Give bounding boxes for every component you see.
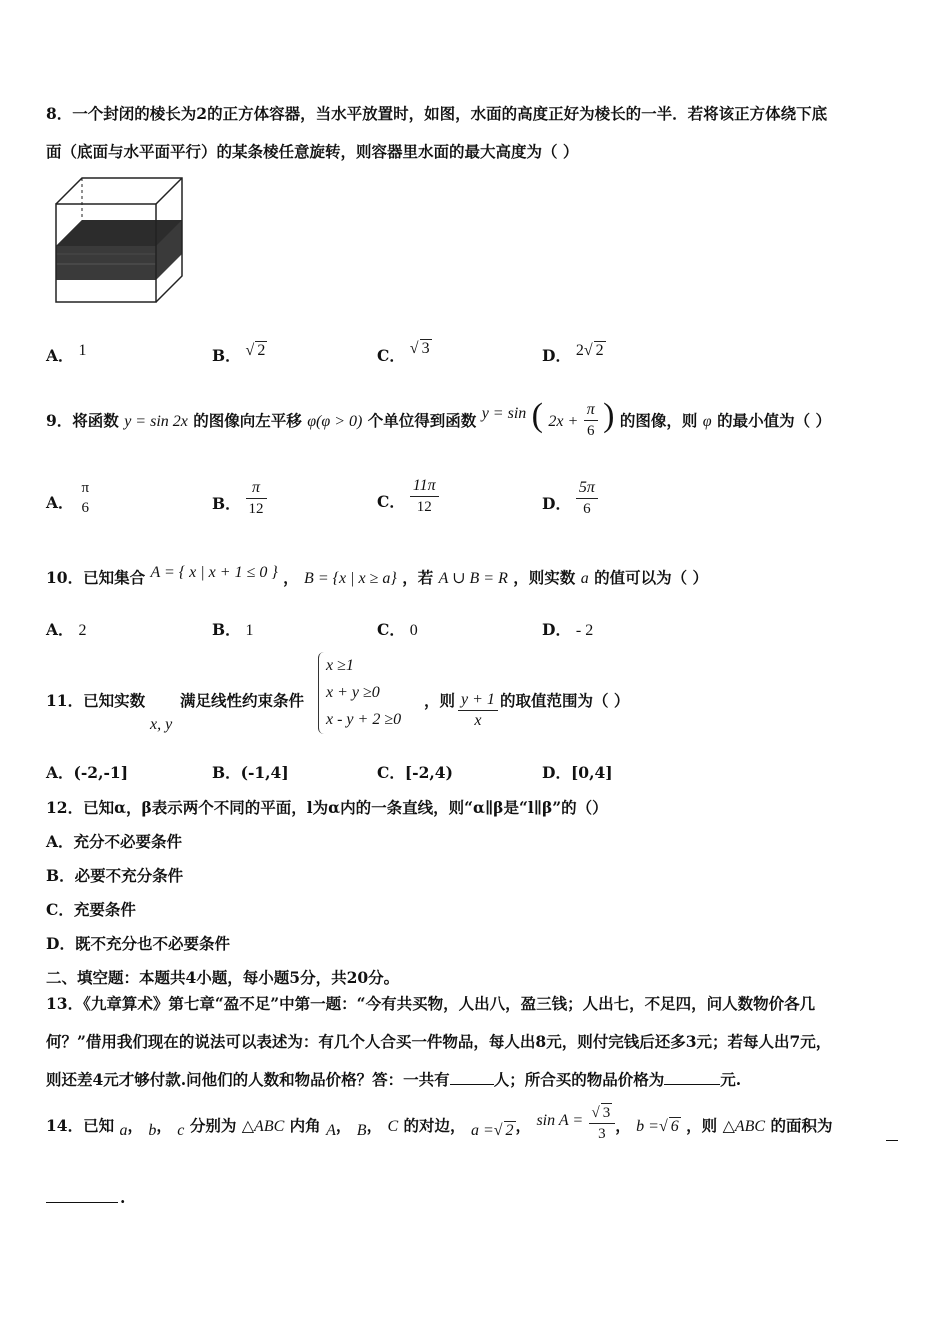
q11-suffix: 的取值范围为（ ）	[500, 691, 630, 710]
q12-option-d[interactable]: D．既不充分也不必要条件	[46, 934, 230, 953]
q13-line3: 则还差4元才够付款.问他们的人数和物品价格？答：一共有 人；所合买的物品价格为 元.	[46, 1070, 742, 1089]
q11-brace	[318, 652, 325, 734]
q13-blank-price[interactable]	[664, 1084, 720, 1085]
q13-blank-people[interactable]	[450, 1084, 494, 1085]
q10-option-b[interactable]: B． 1	[212, 620, 254, 639]
q9-option-c[interactable]: C． $\frac{11\pi}{12}$	[377, 476, 439, 517]
q12-option-b[interactable]: B．必要不充分条件	[46, 866, 184, 885]
q14-stem: 14．已知 a， b， c 分别为 △ABC 内角 A， B， C 的对边， a =√ 2 ， sin A = $\frac{√ 3}{3}$ ， b =√ 6 ，则 △ABC 的面积为	[46, 1104, 833, 1142]
q10-option-c[interactable]: C． 0	[377, 620, 418, 639]
q10-option-a[interactable]: A． 2	[46, 620, 87, 639]
q11-fraction: $\frac{y + 1}{x}$	[458, 690, 498, 731]
q10-stem: 10．已知集合 A = { x | x + 1 ≤ 0 } ， B = {x | x ≥ a} ，若 A ∪ B = R ，则实数 a 的值可以为（ ）	[46, 564, 708, 587]
q11-then: ，则	[424, 691, 456, 710]
q8-option-b[interactable]: B． √ 2	[212, 342, 266, 365]
q9-option-d[interactable]: D． $\frac{5\pi}{6}$	[542, 478, 598, 519]
q9-stem: 9．将函数 y = sin 2x 的图像向左平移 φ(φ > 0) 个单位得到函数 y = sin ( 2x + $\frac{\pi}{6}$ ) 的图像，则 φ 的最小值为（ ）	[46, 397, 831, 439]
q8-line1: 8．一个封闭的棱长为2的正方体容器，当水平放置时，如图，水面的高度正好为棱长的一半．若将该正方体绕下底	[46, 104, 828, 123]
q14-blank-start[interactable]	[886, 1140, 898, 1141]
q11-mid: 满足线性约束条件	[180, 691, 305, 710]
q14-end: .	[120, 1188, 126, 1207]
q8-option-a[interactable]: A． 1	[46, 342, 87, 365]
q8-option-c[interactable]: C． √ 3	[377, 340, 430, 365]
q8-option-d[interactable]: D． 2√ 2	[542, 342, 604, 365]
q11-vars: x, y	[150, 716, 173, 733]
q13-line2: 何？”借用我们现在的说法可以表述为：有几个人合买一件物品，每人出8元，则付完钱后还多3元；若每人出7元，	[46, 1032, 832, 1051]
q11-option-b[interactable]: B．(-1,4]	[212, 763, 289, 782]
cube-water-figure	[50, 176, 186, 304]
q12-stem: 12．已知α，β表示两个不同的平面，l为α内的一条直线，则“α∥β是“l∥β”的（）	[46, 798, 608, 817]
section-heading: 二、填空题：本题共4小题，每小题5分，共20分。	[46, 968, 400, 987]
q12-option-a[interactable]: A．充分不必要条件	[46, 832, 183, 851]
q12-option-c[interactable]: C．充要条件	[46, 900, 136, 919]
q13-line1: 13．《九章算术》第七章“盈不足”中第一题：“今有共买物，人出八，盈三钱；人出七，不足四，问人数物价各几	[46, 994, 816, 1013]
q11-option-d[interactable]: D．[0,4]	[542, 763, 613, 782]
q11-option-c[interactable]: C．[-2,4)	[377, 763, 453, 782]
q8-line2: 面（底面与水平面平行）的某条棱任意旋转，则容器里水面的最大高度为（ ）	[46, 142, 579, 161]
q10-option-d[interactable]: D． - 2	[542, 620, 594, 639]
q14-blank[interactable]	[46, 1202, 118, 1203]
q11-option-a[interactable]: A．(-2,-1]	[46, 763, 129, 782]
q11-prefix: 11．已知实数	[46, 691, 146, 710]
q11-constraints: x ≥1 x + y ≥0 x - y + 2 ≥0	[326, 657, 402, 728]
q9-option-b[interactable]: B． $\frac{\pi}{12}$	[212, 478, 267, 519]
q9-option-a[interactable]: A． π 6	[46, 480, 90, 516]
